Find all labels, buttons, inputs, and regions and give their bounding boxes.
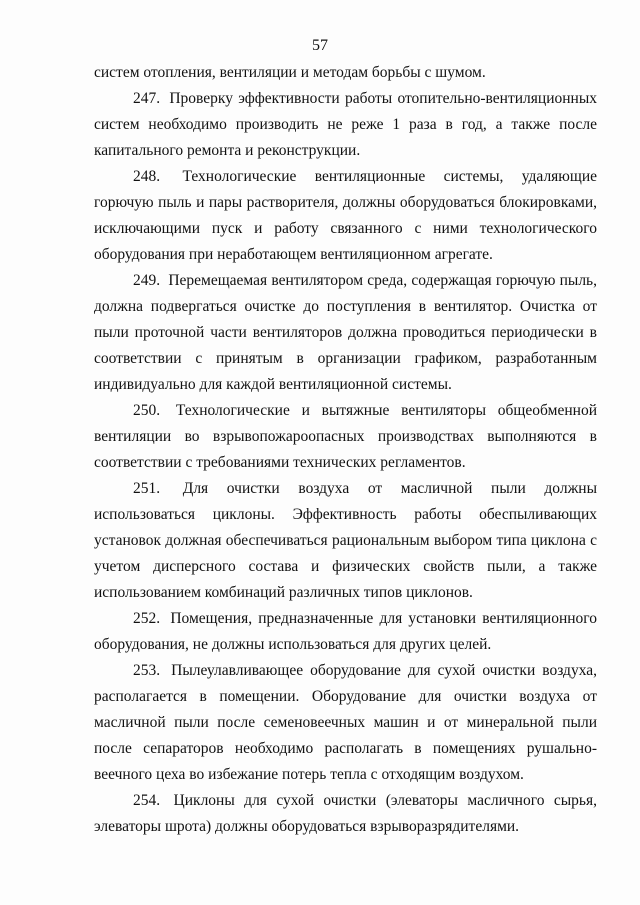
paragraph-text: Помещения, предназначенные для установки вентиляционного оборудования, не должны использоваться для других целей. <box>94 610 598 653</box>
page-number: 57 <box>312 37 328 54</box>
paragraph-number: 247. <box>133 90 161 107</box>
paragraph-text: систем отопления, вентиляции и методам борьбы с шумом. <box>94 64 486 81</box>
paragraph-number: 253. <box>133 662 161 679</box>
paragraph-249 <box>94 268 597 398</box>
paragraph-text: Технологические вентиляционные системы, удаляющие горючую пыль и пары растворителя, должны оборудоваться блокировками, исключающими пуск и работу связанного с ними технологического оборудования при неработающем вентиляционном агрегате. <box>94 168 597 263</box>
paragraph-text: Перемещаемая вентилятором среда, содержащая горючую пыль, должна подвергаться очистке до поступления в вентилятор. Очистка от пыли проточной части вентиляторов должна проводиться периодически в соответствии с принятым в организации графиком, разработанным индивидуально для каждой вентиляционной системы. <box>94 272 598 393</box>
paragraph-number: 249. <box>133 272 161 289</box>
paragraph-number: 254. <box>133 792 161 809</box>
paragraph-text: Для очистки воздуха от масличной пыли должны использоваться циклоны. Эффективность работы обеспыливающих установок должная обеспечиваться рациональным выбором типа циклона с учетом дисперсного состава и физических свойств пыли, а также использованием комбинаций различных типов циклонов. <box>94 480 597 601</box>
paragraph-253 <box>94 658 597 788</box>
paragraph-250 <box>94 398 597 476</box>
paragraph-247 <box>94 86 597 164</box>
document-body <box>94 60 597 840</box>
paragraph-number: 250. <box>133 402 161 419</box>
paragraph-251 <box>94 476 597 606</box>
paragraph-text: Пылеулавливающее оборудование для сухой очистки воздуха, располагается в помещении. Оборудование для очистки воздуха от масличной пыли после семеновеечных машин и от минеральной пыли после сепараторов необходимо располагать в помещениях рушально-веечного цеха во избежание потерь тепла с отходящим воздухом. <box>94 662 597 783</box>
paragraph-252 <box>94 606 597 658</box>
paragraph-text: Циклоны для сухой очистки (элеваторы масличного сырья, элеваторы шрота) должны оборудоваться взрыворазрядителями. <box>94 792 597 835</box>
paragraph-254 <box>94 788 597 840</box>
paragraph-248 <box>94 164 597 268</box>
paragraph-text: Технологические и вытяжные вентиляторы общеобменной вентиляции во взрывопожароопасных производствах выполняются в соответствии с требованиями технических регламентов. <box>94 402 598 471</box>
paragraph-number: 251. <box>133 480 161 497</box>
paragraph-number: 252. <box>133 610 161 627</box>
paragraph-number: 248. <box>133 168 161 185</box>
paragraph-continuation <box>94 60 597 86</box>
paragraph-text: Проверку эффективности работы отопительно-вентиляционных систем необходимо производить не реже 1 раза в год, а также после капитального ремонта и реконструкции. <box>94 90 597 159</box>
